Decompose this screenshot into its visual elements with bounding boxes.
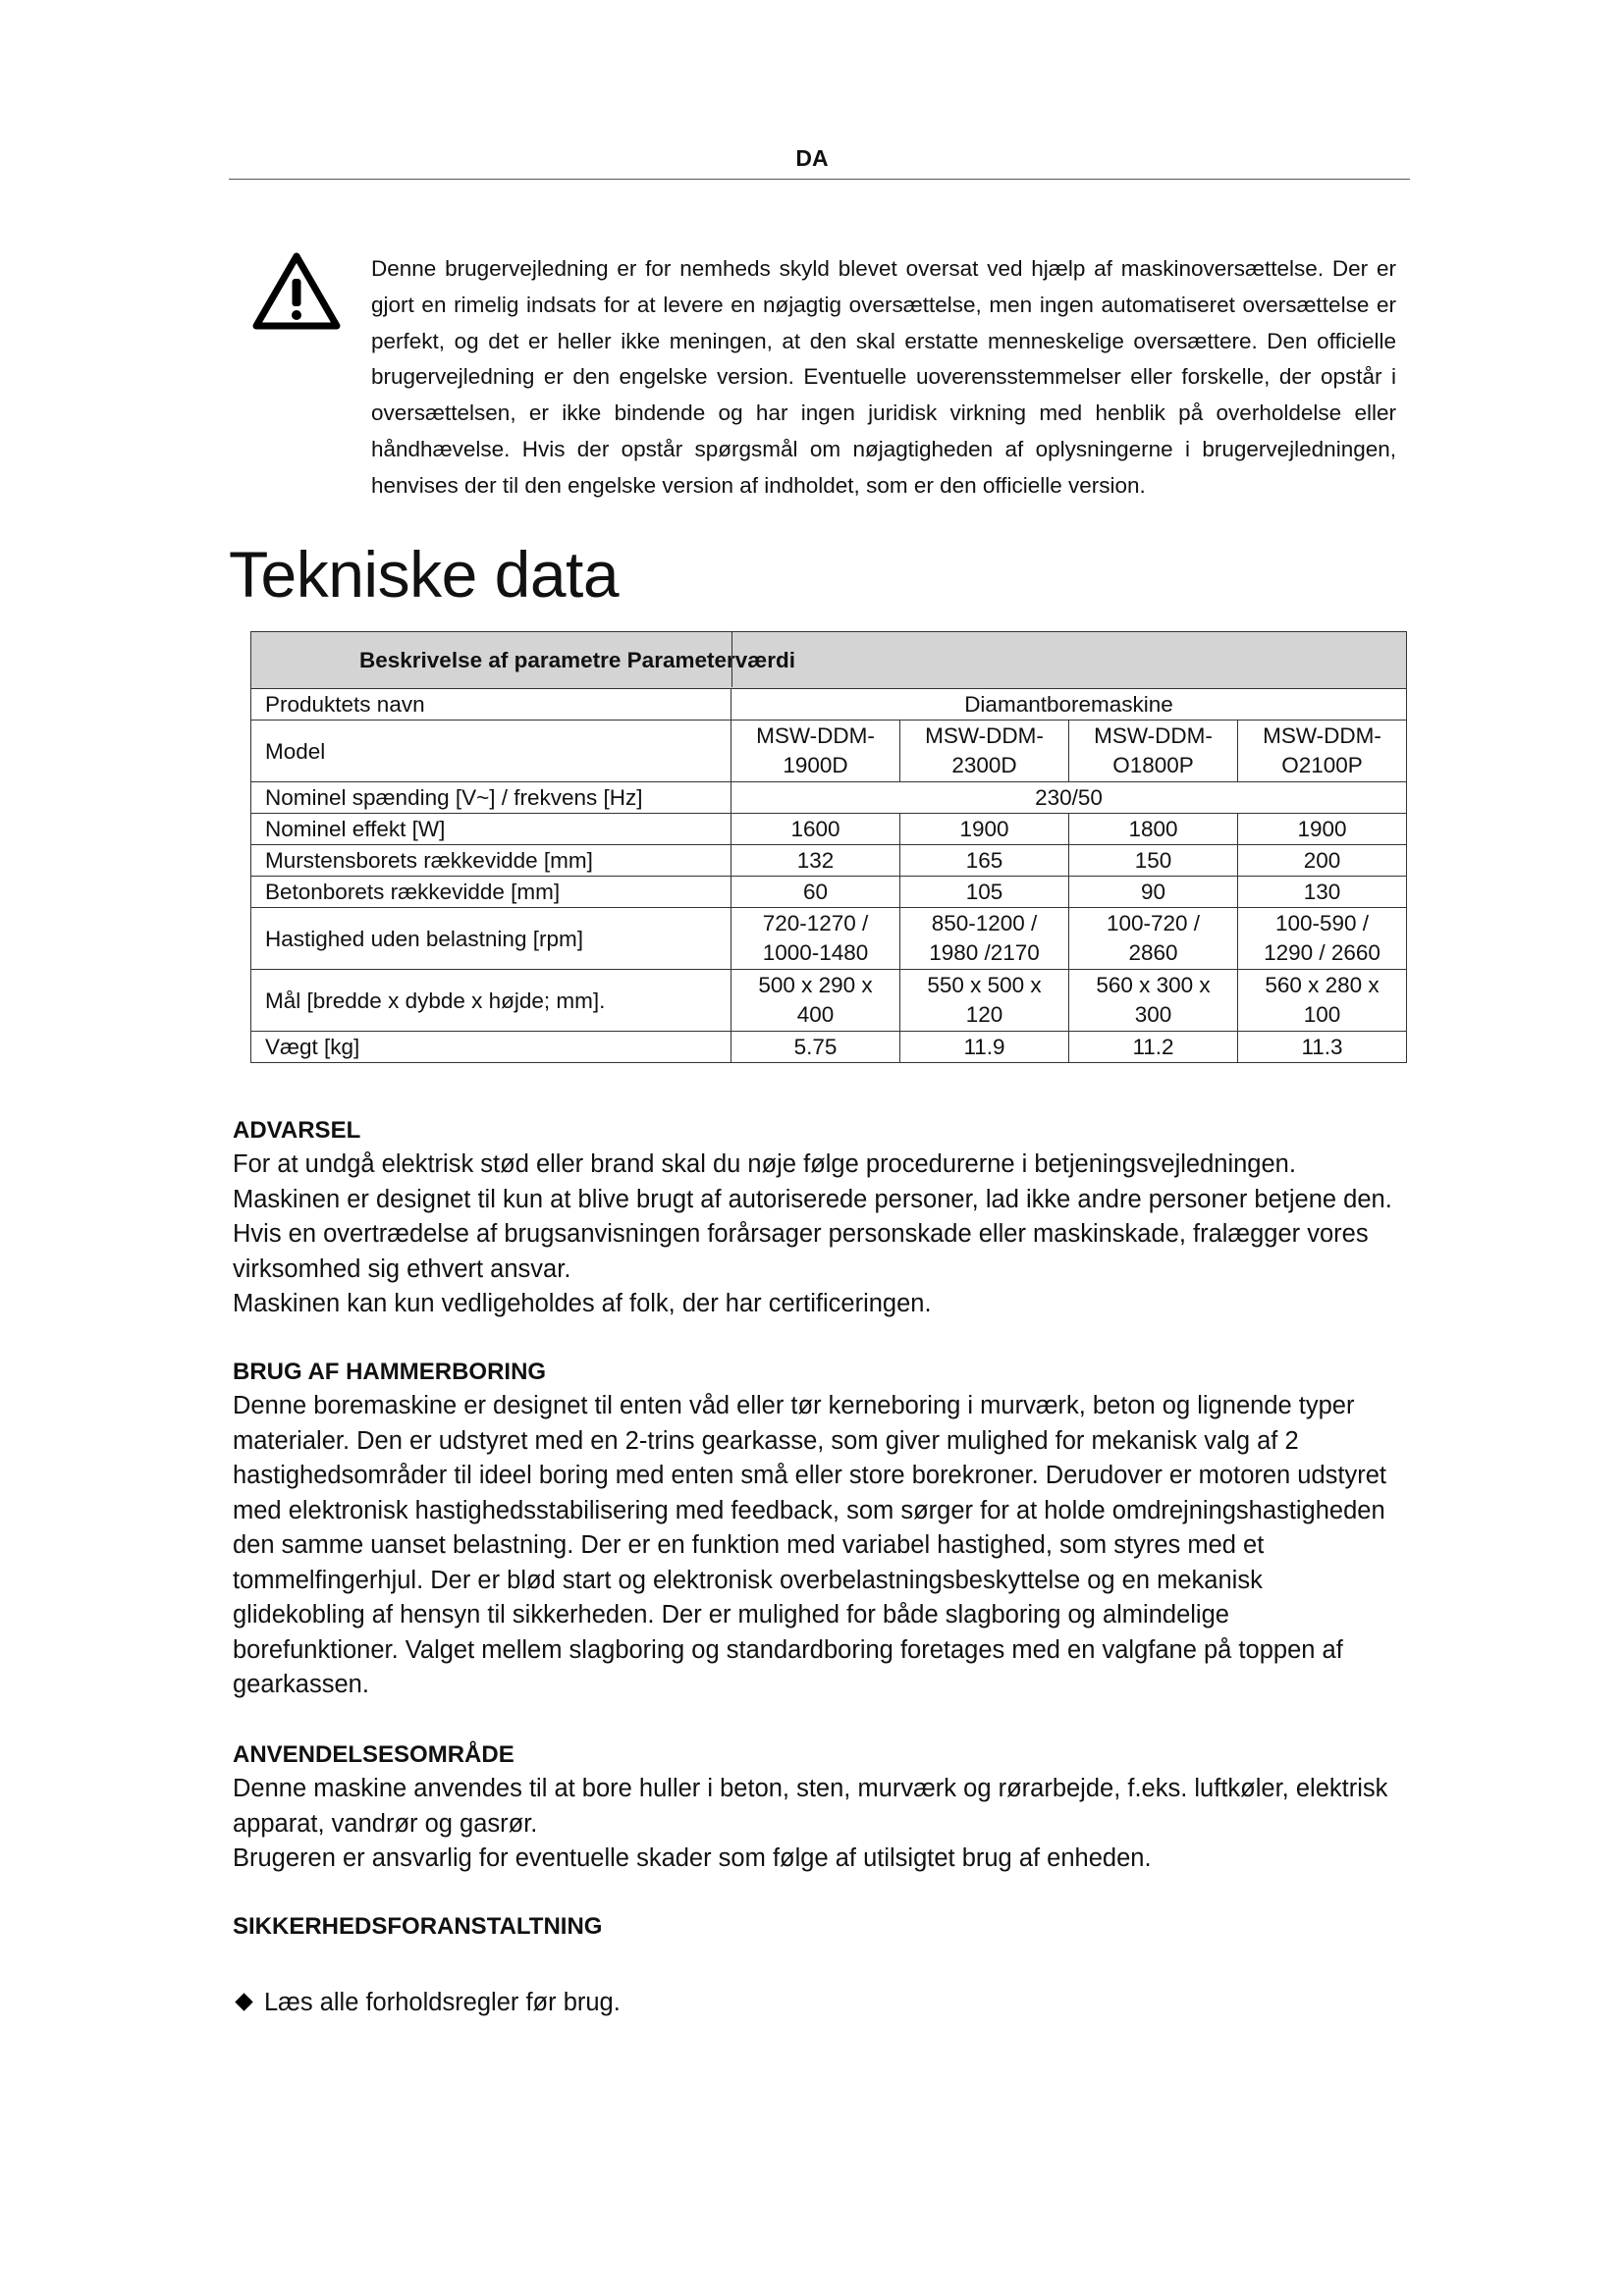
value-cell: 165	[900, 845, 1069, 877]
value-cell: 105	[900, 877, 1069, 908]
value-cell: 11.3	[1238, 1032, 1407, 1063]
value-cell: MSW-DDM- O2100P	[1238, 721, 1407, 782]
bullet-text: Læs alle forholdsregler før brug.	[264, 1989, 621, 2016]
page-title: Tekniske data	[229, 538, 620, 611]
value-cell: MSW-DDM- O1800P	[1069, 721, 1238, 782]
header-divider	[229, 179, 1410, 180]
section-heading: ADVARSEL	[233, 1117, 361, 1144]
value-cell: 720-1270 / 1000-1480	[731, 908, 900, 970]
value-cell: 550 x 500 x 120	[900, 970, 1069, 1032]
value-cell: MSW-DDM- 2300D	[900, 721, 1069, 782]
section-paragraph: Brugeren er ansvarlig for eventuelle skader som følge af utilsigtet brug af enheden.	[233, 1844, 1152, 1872]
section-warning	[233, 1113, 1401, 1322]
table-row	[251, 814, 1407, 845]
value-cell: 1800	[1069, 814, 1238, 845]
param-cell: Produktets navn	[251, 689, 731, 721]
value-cell: 1900	[1238, 814, 1407, 845]
value-cell: 560 x 300 x 300	[1069, 970, 1238, 1032]
param-cell: Nominel spænding [V~] / frekvens [Hz]	[251, 782, 731, 814]
section-safety	[233, 1909, 1401, 1944]
value-cell: 500 x 290 x 400	[731, 970, 900, 1032]
translation-notice: Denne brugervejledning er for nemheds skyld blevet oversat ved hjælp af maskinoversættelse. Der er gjort en rimelig indsats for at levere en nøjagtig oversættelse, men ingen automatiseret oversættelse er perfekt, og det er heller ikke meningen, at den skal erstatte menneskelige oversættere. Den officielle brugervejledning er den engelske version. Eventuelle uoverensstemmelser eller forskelle, der opstår i oversættelsen, er ikke bindende og har ingen juridisk virkning med henblik på overholdelse eller håndhævelse. Hvis der opstår spørgsmål om nøjagtigheden af oplysningerne i brugervejledningen, henvises der til den engelske version af indholdet, som er den officielle version.	[371, 256, 1396, 498]
param-cell: Model	[251, 721, 731, 782]
section-hammer-drilling	[233, 1355, 1401, 1703]
value-cell: 200	[1238, 845, 1407, 877]
diamond-bullet-icon	[235, 1993, 252, 2010]
spec-table-header: Beskrivelse af parametre Parameterværdi	[251, 632, 1407, 689]
value-cell: 60	[731, 877, 900, 908]
param-cell: Betonborets rækkevidde [mm]	[251, 877, 731, 908]
table-row	[251, 721, 1407, 782]
table-row	[251, 845, 1407, 877]
page-language-header: DA	[795, 145, 829, 171]
param-cell: Vægt [kg]	[251, 1032, 731, 1063]
value-cell: 560 x 280 x 100	[1238, 970, 1407, 1032]
value-cell: 130	[1238, 877, 1407, 908]
value-cell: 1600	[731, 814, 900, 845]
value-cell: 1900	[900, 814, 1069, 845]
value-cell: 150	[1069, 845, 1238, 877]
table-row	[251, 877, 1407, 908]
section-heading: ANVENDELSESOMRÅDE	[233, 1741, 514, 1768]
value-cell: 11.9	[900, 1032, 1069, 1063]
param-cell: Mål [bredde x dybde x højde; mm].	[251, 970, 731, 1032]
spec-table-header-row	[251, 632, 1407, 689]
table-row	[251, 782, 1407, 814]
section-paragraph: For at undgå elektrisk stød eller brand skal du nøje følge procedurerne i betjeningsvejledningen. Maskinen er designet til kun at blive brugt af autoriserede personer, lad ikke andre personer betjene den. Hvis en overtrædelse af brugsanvisningen forårsager personskade eller maskinskade, fralægger vores virksomhed sig ethvert ansvar.	[233, 1150, 1392, 1283]
section-heading: SIKKERHEDSFORANSTALTNING	[233, 1913, 603, 1940]
section-application-area	[233, 1737, 1401, 1877]
spec-table	[250, 631, 1407, 1063]
param-cell: Murstensborets rækkevidde [mm]	[251, 845, 731, 877]
section-paragraph: Denne maskine anvendes til at bore huller i beton, sten, murværk og rørarbejde, f.eks. luftkøler, elektrisk apparat, vandrør og gasrør.	[233, 1775, 1388, 1838]
section-paragraph: Denne boremaskine er designet til enten våd eller tør kerneboring i murværk, beton og lignende typer materialer. Den er udstyret med en 2-trins gearkasse, som giver mulighed for mekanisk valg af 2 hastighedsområder til ideel boring med enten små eller store borekroner. Derudover er motoren udstyret med elektronisk hastighedsstabilisering med feedback, som sørger for at holde omdrejningshastigheden den samme uanset belastning. Der er en funktion med variabel hastighed, som styres med et tommelfingerhjul. Der er blød start og elektronisk overbelastningsbeskyttelse og en mekanisk glidekobling af hensyn til sikkerheden. Der er mulighed for både slagboring og almindelige borefunktioner. Valget mellem slagboring og standardboring foretages med en valgfane på toppen af gearkassen.	[233, 1392, 1387, 1698]
value-cell: 230/50	[731, 782, 1407, 814]
value-cell: 5.75	[731, 1032, 900, 1063]
value-cell: MSW-DDM- 1900D	[731, 721, 900, 782]
header-column-divider	[731, 631, 732, 687]
section-heading: BRUG AF HAMMERBORING	[233, 1359, 547, 1385]
value-cell: 100-590 / 1290 / 2660	[1238, 908, 1407, 970]
value-cell: 132	[731, 845, 900, 877]
value-cell: 90	[1069, 877, 1238, 908]
table-row	[251, 908, 1407, 970]
param-cell: Nominel effekt [W]	[251, 814, 731, 845]
table-row	[251, 1032, 1407, 1063]
warning-triangle-icon	[251, 250, 342, 331]
value-cell: 100-720 / 2860	[1069, 908, 1238, 970]
section-paragraph: Maskinen kan kun vedligeholdes af folk, der har certificeringen.	[233, 1290, 932, 1317]
value-cell: Diamantboremaskine	[731, 689, 1407, 721]
value-cell: 850-1200 / 1980 /2170	[900, 908, 1069, 970]
param-cell: Hastighed uden belastning [rpm]	[251, 908, 731, 970]
safety-bullet-item	[233, 1986, 621, 2020]
table-row	[251, 689, 1407, 721]
value-cell: 11.2	[1069, 1032, 1238, 1063]
table-row	[251, 970, 1407, 1032]
